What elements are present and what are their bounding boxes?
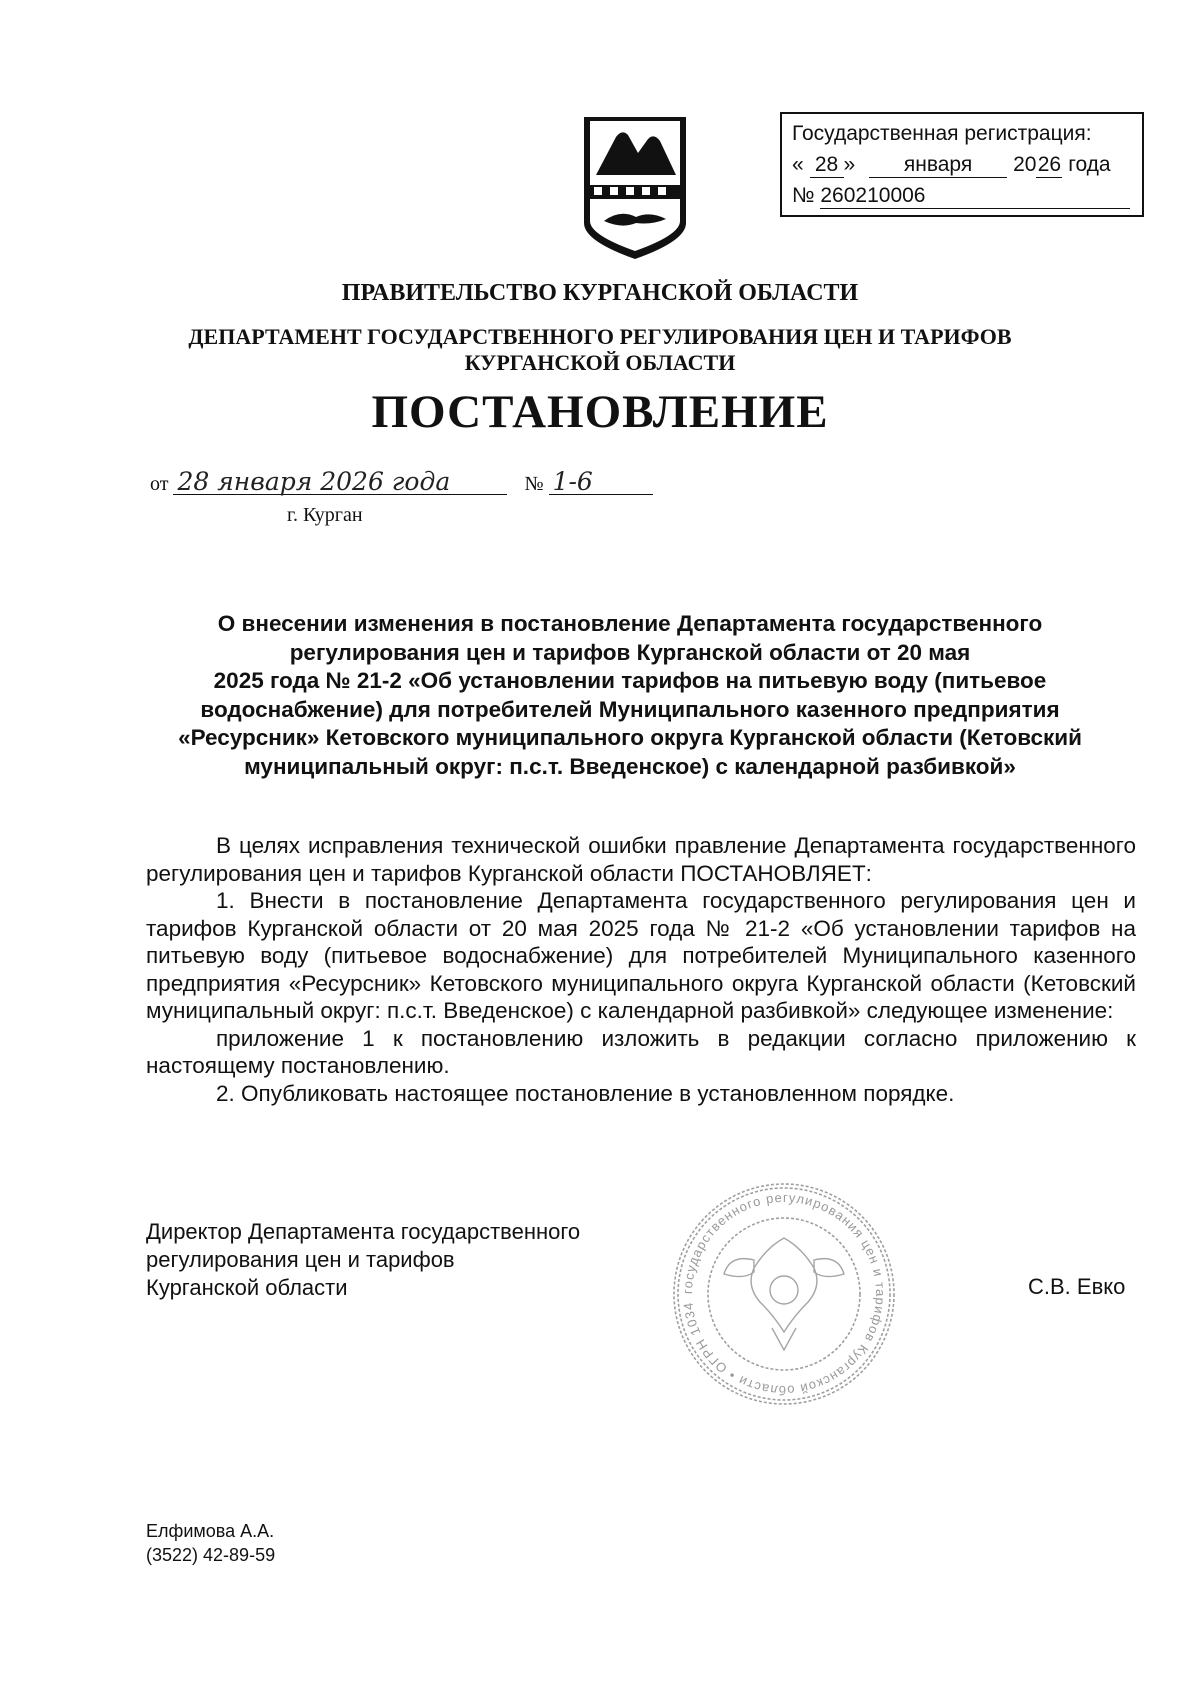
document-body [146, 832, 1136, 1107]
body-item-2: 2. Опубликовать настоящее постановление в установленном порядке. [216, 1080, 955, 1106]
state-registration-box [780, 112, 1144, 217]
body-item-1-change: приложение 1 к постановлению изложить в редакции согласно приложению к настоящему постановлению. [146, 1025, 1136, 1078]
signer-position-line: регулирования цен и тарифов [146, 1247, 455, 1272]
signer-position [146, 1218, 580, 1302]
body-intro-paragraph: В целях исправления технической ошибки правление Департамента государственного регулирования цен и тарифов Курганской области ПОСТАНОВЛЯЕТ: [146, 833, 1136, 886]
document-type-title: ПОСТАНОВЛЕНИЕ [371, 386, 829, 438]
registration-year-word: года [1068, 153, 1111, 176]
subject-line: регулирования цен и тарифов Курганской области от 20 мая [289, 639, 971, 665]
registration-number-label: № [792, 184, 815, 207]
registration-number-row [792, 180, 1142, 211]
registration-date [792, 149, 1142, 180]
government-heading: ПРАВИТЕЛЬСТВО КУРГАНСКОЙ ОБЛАСТИ [341, 280, 859, 306]
executor-phone: (3522) 42-89-59 [146, 1545, 276, 1565]
subject-line: водоснабжение) для потребителей Муниципального казенного предприятия [200, 696, 1060, 722]
city-label: г. Курган [287, 504, 363, 526]
registration-heading: Государственная регистрация: [792, 122, 1092, 145]
department-heading-line1: ДЕПАРТАМЕНТ ГОСУДАРСТВЕННОГО РЕГУЛИРОВАНИЯ ЦЕН И ТАРИФОВ [188, 324, 1012, 349]
subject-line: 2025 года № 21-2 «Об установлении тарифов на питьевую воду (питьевое [213, 668, 1047, 693]
document-subject [140, 610, 1120, 781]
registration-day: 28 [810, 153, 844, 178]
registration-month: января [869, 153, 1007, 178]
department-heading-line2: КУРГАНСКОЙ ОБЛАСТИ [464, 350, 736, 375]
executor-name: Елфимова А.А. [146, 1521, 275, 1541]
signer-position-line: Курганской области [146, 1275, 348, 1300]
registration-day-close: » [843, 153, 856, 176]
handwritten-number: 1-6 [549, 470, 653, 495]
registration-day-open: « [792, 153, 804, 176]
subject-line: О внесении изменения в постановление Департамента государственного [217, 611, 1043, 636]
coat-of-arms-icon [580, 113, 690, 261]
date-from-label: от [150, 473, 169, 495]
registration-number: 260210006 [820, 184, 1130, 209]
registration-year-suffix: 26 [1037, 153, 1062, 176]
executor-contact [146, 1519, 275, 1567]
svg-text:государственного регулирования: государственного регулирования цен и тарифов Курганской области • ОГРН 1034 [679, 1189, 889, 1399]
document-date-line [150, 467, 653, 496]
signer-name: С.В. Евко [1028, 1274, 1126, 1299]
official-seal-icon [668, 1178, 900, 1410]
subject-line: муниципальный округ: п.с.т. Введенское) с календарной разбивкой» [244, 753, 1016, 779]
registration-year-prefix: 20 [1013, 153, 1037, 176]
subject-line: «Ресурсник» Кетовского муниципального округа Курганской области (Кетовский [178, 725, 1082, 750]
body-item-1: 1. Внести в постановление Департамента государственного регулирования цен и тарифов Курганской области от 20 мая 2025 года № 21-2 «Об установлении тарифов на питьевую воду (питьевое водоснабжение) для потребителей Муниципального казенного предприятия «Ресурсник» Кетовского муниципального округа Курганской области (Кетовский муниципальный округ: п.с.т. Введенское) с календарной разбивкой» следующее изменение: [146, 888, 1136, 1023]
signer-position-line: Директор Департамента государственного [146, 1219, 581, 1244]
handwritten-date: 28 января 2026 года [173, 470, 507, 495]
document-number-label: № [524, 473, 544, 495]
